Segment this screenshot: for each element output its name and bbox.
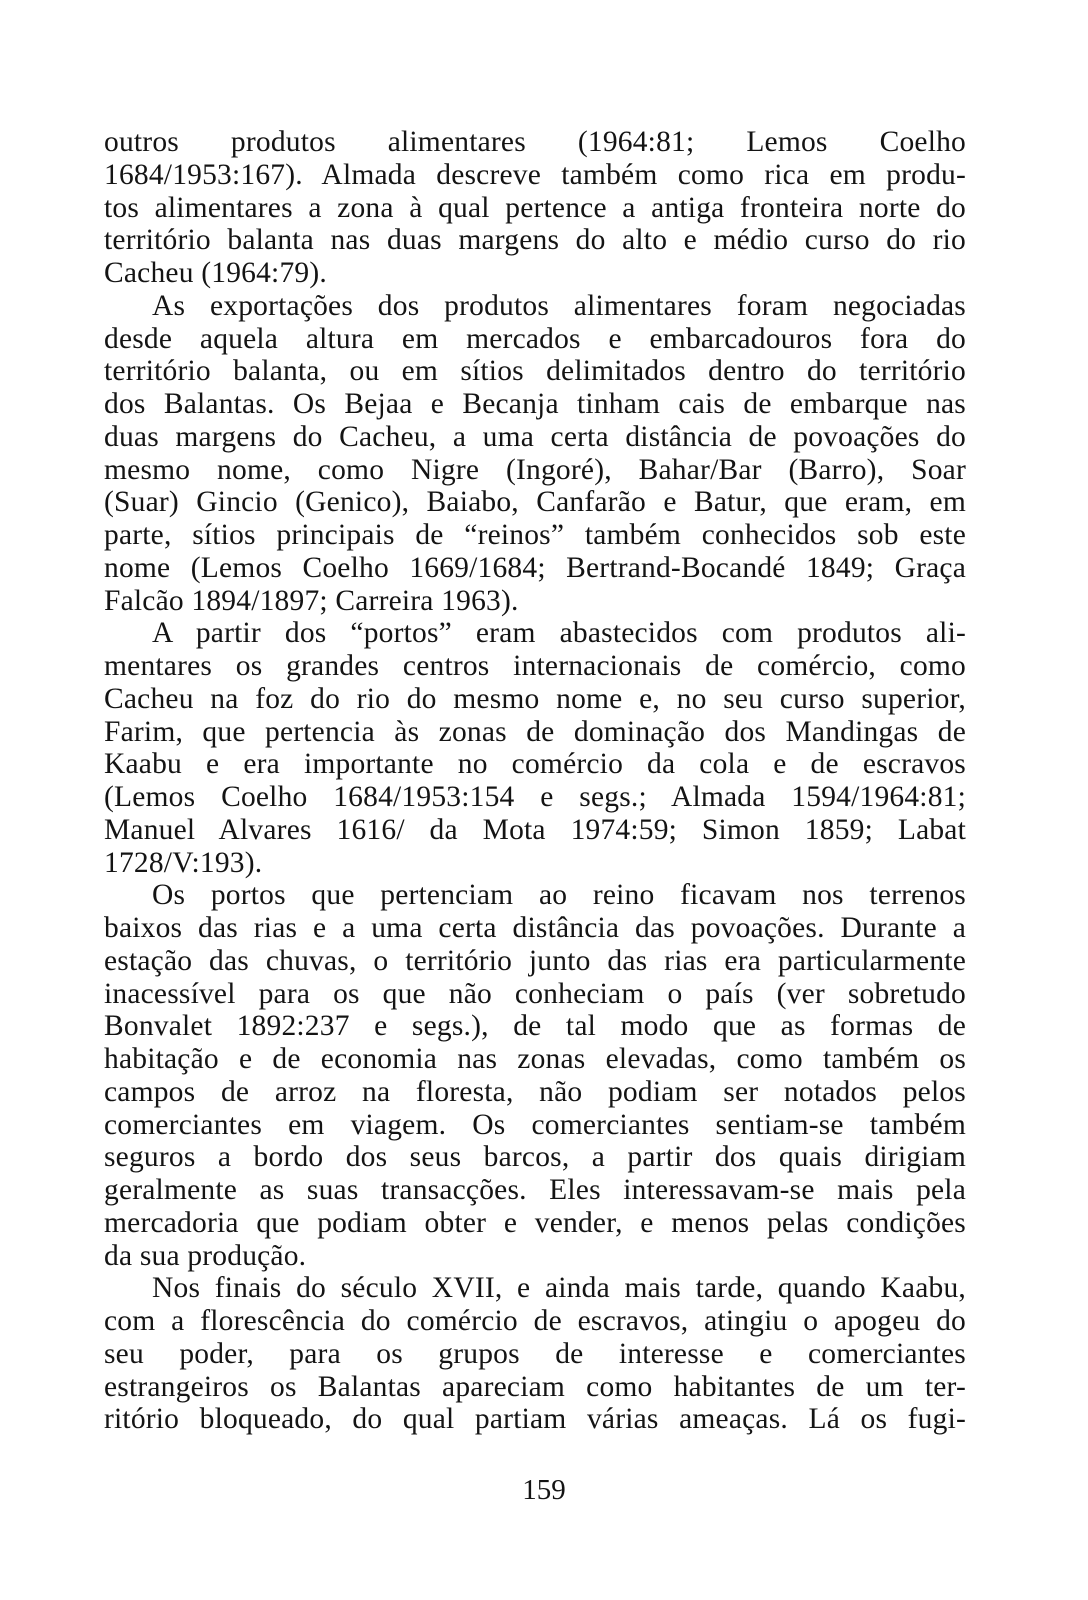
- text-line: Cacheu na foz do rio do mesmo nome e, no seu curso superior,: [104, 682, 966, 715]
- text-line: Os portos que pertenciam ao reino ficavam nos terrenos: [152, 879, 966, 912]
- text-line: geralmente as suas transacções. Eles interessavam-se mais pela: [104, 1174, 966, 1206]
- text-line: mesmo nome, como Nigre (Ingoré), Bahar/Bar (Barro), Soar: [104, 453, 966, 486]
- paragraph: [104, 879, 966, 1272]
- text-line: território balanta, ou em sítios delimitados dentro do território: [104, 355, 966, 388]
- paragraph: [104, 126, 966, 290]
- text-line: Cacheu (1964:79).: [104, 257, 327, 289]
- paragraph: [104, 290, 966, 618]
- text-line: 1728/V:193).: [104, 846, 263, 879]
- text-line: A partir dos “portos” eram abastecidos com produtos ali-: [152, 617, 966, 650]
- text-line: Farim, que pertencia às zonas de dominação dos Mandingas de: [104, 715, 966, 748]
- text-line: inacessível para os que não conheciam o país (ver sobretudo: [104, 977, 966, 1010]
- text-line: estrangeiros os Balantas apareciam como habitantes de um ter-: [104, 1370, 966, 1403]
- text-line: outros produtos alimentares (1964:81; Lemos Coelho: [104, 126, 966, 158]
- text-line: parte, sítios principais de “reinos” também conhecidos sob este: [104, 519, 966, 551]
- text-line: dos Balantas. Os Bejaa e Becanja tinham cais de embarque nas: [104, 388, 966, 420]
- text-line: seguros a bordo dos seus barcos, a partir dos quais dirigiam: [104, 1141, 966, 1174]
- text-line: Nos finais do século XVII, e ainda mais tarde, quando Kaabu,: [152, 1272, 966, 1305]
- text-line: duas margens do Cacheu, a uma certa distância de povoações do: [104, 420, 966, 453]
- text-line: nome (Lemos Coelho 1669/1684; Bertrand-Bocandé 1849; Graça: [104, 551, 966, 584]
- text-line: (Lemos Coelho 1684/1953:154 e segs.; Almada 1594/1964:81;: [104, 781, 966, 813]
- text-line: habitação e de economia nas zonas elevadas, como também os: [104, 1043, 966, 1075]
- body-text: [104, 126, 966, 1436]
- text-line: tos alimentares a zona à qual pertence a antiga fronteira norte do: [104, 191, 966, 224]
- text-line: campos de arroz na floresta, não podiam ser notados pelos: [104, 1075, 966, 1108]
- paragraph: [104, 617, 966, 879]
- text-line: baixos das rias e a uma certa distância das povoações. Durante a: [104, 912, 966, 944]
- text-line: seu poder, para os grupos de interesse e comerciantes: [104, 1337, 966, 1370]
- text-line: comerciantes em viagem. Os comerciantes sentiam-se também: [104, 1108, 966, 1141]
- text-line: Kaabu e era importante no comércio da cola e de escravos: [104, 748, 966, 781]
- page-number: 159: [522, 1474, 566, 1506]
- text-line: com a florescência do comércio de escravos, atingiu o apogeu do: [104, 1305, 966, 1337]
- text-line: estação das chuvas, o território junto das rias era particularmente: [104, 944, 966, 977]
- text-line: ritório bloqueado, do qual partiam várias ameaças. Lá os fugi-: [104, 1403, 966, 1436]
- text-line: Bonvalet 1892:237 e segs.), de tal modo que as formas de: [104, 1010, 966, 1043]
- text-line: Falcão 1894/1897; Carreira 1963).: [104, 584, 519, 617]
- text-line: mentares os grandes centros internacionais de comércio, como: [104, 650, 966, 682]
- paragraph: [104, 1272, 966, 1436]
- text-line: 1684/1953:167). Almada descreve também como rica em produ-: [104, 158, 966, 191]
- text-line: (Suar) Gincio (Genico), Baiabo, Canfarão e Batur, que eram, em: [104, 486, 966, 519]
- text-line: território balanta nas duas margens do alto e médio curso do rio: [104, 224, 966, 257]
- text-line: mercadoria que podiam obter e vender, e menos pelas condições: [104, 1206, 966, 1239]
- text-line: As exportações dos produtos alimentares foram negociadas: [152, 289, 966, 322]
- text-line: desde aquela altura em mercados e embarcadouros fora do: [104, 322, 966, 355]
- text-line: da sua produção.: [104, 1239, 307, 1272]
- text-line: Manuel Alvares 1616/ da Mota 1974:59; Simon 1859; Labat: [104, 813, 966, 846]
